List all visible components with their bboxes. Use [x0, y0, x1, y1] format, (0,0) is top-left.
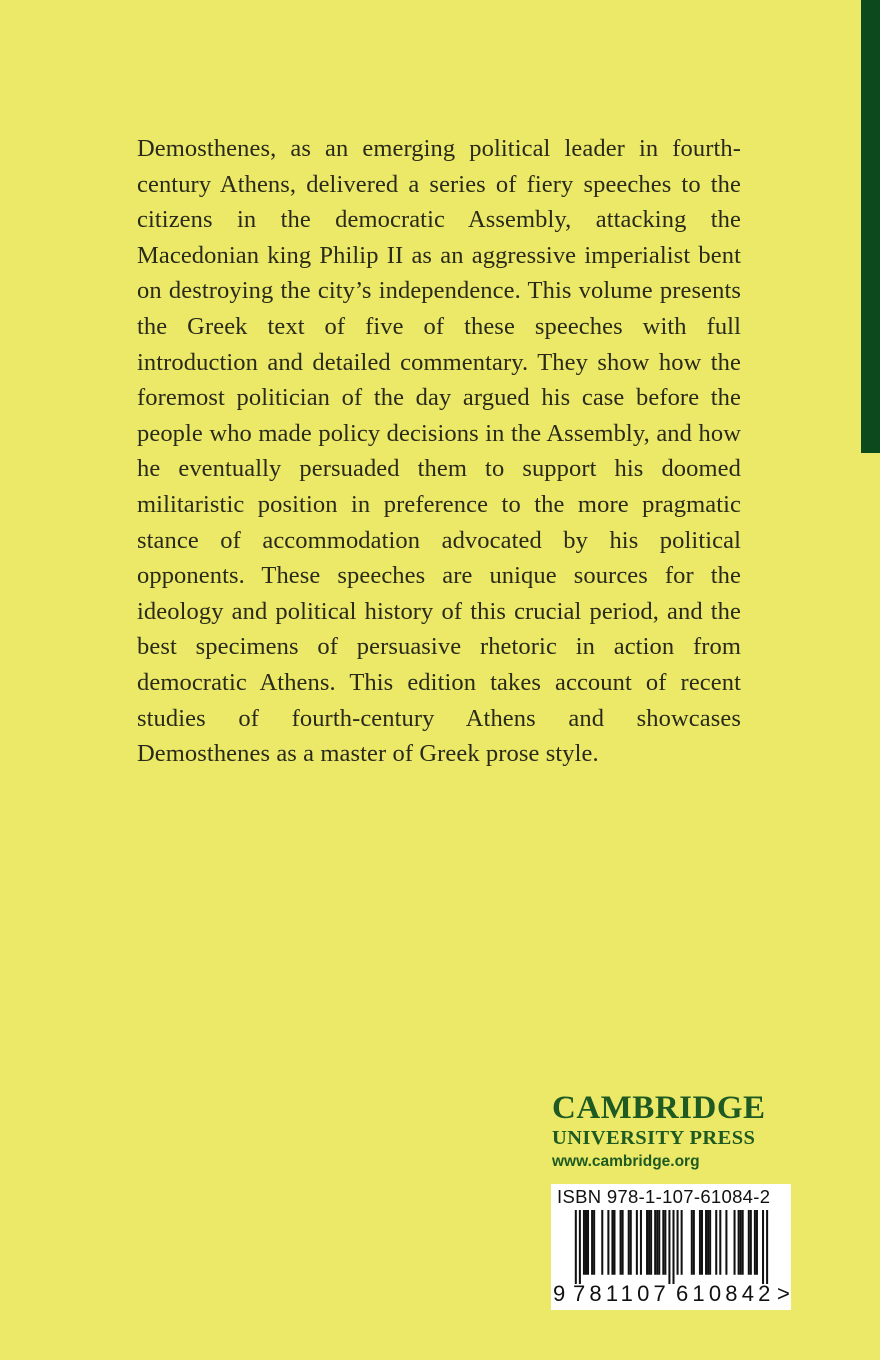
barcode-bar-43	[748, 1210, 750, 1275]
isbn-barcode	[551, 1184, 791, 1310]
spine-color-bar	[861, 0, 880, 453]
barcode-bar-9	[611, 1210, 613, 1275]
barcode-bar-4	[587, 1210, 589, 1275]
barcode-bar-15	[636, 1210, 638, 1275]
barcode-digits	[551, 1281, 791, 1307]
barcode-bars	[551, 1210, 791, 1284]
publisher-website: www.cambridge.org	[552, 1153, 700, 1170]
barcode-bar-6	[593, 1210, 595, 1275]
barcode-bar-31	[699, 1210, 701, 1275]
barcode-bar-42	[742, 1210, 744, 1275]
barcode-bar-21	[656, 1210, 658, 1275]
barcode-bar-19	[650, 1210, 652, 1275]
barcode-bar-46	[756, 1210, 758, 1275]
barcode-digits-right: 610842	[676, 1281, 775, 1306]
barcode-bar-3	[585, 1210, 587, 1275]
barcode-bar-36	[715, 1210, 717, 1275]
barcode-digit-first: 9	[553, 1281, 566, 1306]
barcode-bar-29	[691, 1210, 693, 1275]
barcode-bar-11	[620, 1210, 622, 1275]
barcode-bar-2	[583, 1210, 585, 1275]
barcode-bar-30	[693, 1210, 695, 1275]
barcode-bar-28	[681, 1210, 683, 1275]
barcode-bar-48	[766, 1210, 768, 1284]
barcode-bar-8	[607, 1210, 609, 1275]
barcode-bar-20	[654, 1210, 656, 1275]
isbn-label: ISBN 978-1-107-61084-2	[557, 1186, 771, 1207]
barcode-bar-10	[613, 1210, 615, 1275]
barcode-bar-23	[662, 1210, 664, 1275]
barcode-bar-34	[707, 1210, 709, 1275]
barcode-bar-12	[622, 1210, 624, 1275]
barcode-bar-33	[705, 1210, 707, 1275]
barcode-bar-27	[677, 1210, 679, 1275]
barcode-bar-41	[740, 1210, 742, 1275]
barcode-bar-38	[725, 1210, 727, 1275]
publisher-block	[552, 1090, 792, 1174]
barcode-bar-7	[601, 1210, 603, 1275]
barcode-bar-37	[719, 1210, 721, 1275]
barcode-bar-22	[658, 1210, 660, 1275]
barcode-bar-45	[754, 1210, 756, 1275]
barcode-bar-18	[648, 1210, 650, 1275]
barcode-bar-44	[750, 1210, 752, 1275]
back-cover-blurb: Demosthenes, as an emerging political leader in fourth-century Athens, delivered a series of fiery speeches to the citizens in the democratic Assembly, attacking the Macedonian king Philip II as an aggressive imperialist bent on destroying the city’s independence. This volume presents the Greek text of five of these speeches with full introduction and detailed commentary. They show how the foremost politician of the day argued his case before the people who made policy decisions in the Assembly, and how he eventually persuaded them to support his doomed militaristic position in preference to the more pragmatic stance of accommodation advocated by his political opponents. These speeches are unique sources for the ideology and political history of this crucial period, and the best specimens of persuasive rhetoric in action from democratic Athens. This edition takes account of recent studies of fourth-century Athens and showcases Demosthenes as a master of Greek prose style.	[137, 135, 741, 768]
publisher-subtitle: UNIVERSITY PRESS	[552, 1127, 756, 1149]
barcode-quiet-mark: >	[777, 1281, 790, 1306]
barcode-bar-13	[628, 1210, 630, 1275]
barcode-bar-5	[591, 1210, 593, 1275]
barcode-bar-32	[701, 1210, 703, 1275]
barcode-bar-47	[762, 1210, 764, 1284]
barcode-bar-14	[630, 1210, 632, 1275]
barcode-bar-26	[672, 1210, 674, 1284]
barcode-bar-24	[664, 1210, 666, 1275]
barcode-bar-39	[734, 1210, 736, 1275]
barcode-bar-1	[579, 1210, 581, 1284]
barcode-bar-17	[646, 1210, 648, 1275]
barcode-bar-16	[640, 1210, 642, 1275]
barcode-bar-25	[668, 1210, 670, 1284]
barcode-digits-left: 781107	[573, 1281, 670, 1306]
publisher-name: CAMBRIDGE	[552, 1090, 766, 1126]
barcode-bar-35	[709, 1210, 711, 1275]
barcode-bar-40	[738, 1210, 740, 1275]
barcode-bar-0	[575, 1210, 577, 1284]
